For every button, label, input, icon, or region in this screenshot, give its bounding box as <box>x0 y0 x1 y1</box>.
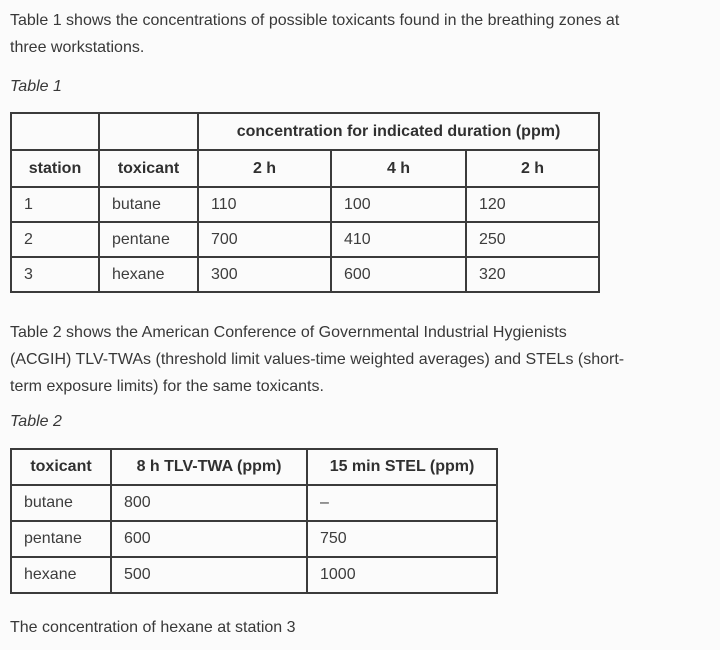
table1-empty-header-cell <box>11 113 99 150</box>
table1-empty-header-cell <box>99 113 198 150</box>
table-cell: 1000 <box>307 557 497 593</box>
table2-header-tlv-twa: 8 h TLV-TWA (ppm) <box>111 449 307 485</box>
table2-description-line-3: term exposure limits) for the same toxicants. <box>10 378 324 395</box>
table-cell: 110 <box>198 187 331 222</box>
table-cell: hexane <box>99 257 198 292</box>
intro-paragraph-line-1: Table 1 shows the concentrations of possible toxicants found in the breathing zones at <box>10 12 620 29</box>
table-cell: 100 <box>331 187 466 222</box>
table2-description-paragraph <box>10 319 710 400</box>
table-cell: 500 <box>111 557 307 593</box>
table1-header-duration-2h: 2 h <box>198 150 331 187</box>
table-cell: 2 <box>11 222 99 257</box>
table2-row-hexane <box>11 557 497 593</box>
table1-row-station-1 <box>11 187 599 222</box>
table-cell: 800 <box>111 485 307 521</box>
intro-paragraph <box>10 7 710 61</box>
table-cell: 750 <box>307 521 497 557</box>
table-cell: 410 <box>331 222 466 257</box>
table-cell: 300 <box>198 257 331 292</box>
table1-header-toxicant: toxicant <box>99 150 198 187</box>
table-cell: 1 <box>11 187 99 222</box>
table1 <box>10 112 600 293</box>
table-cell: 120 <box>466 187 599 222</box>
table1-header-duration-4h: 4 h <box>331 150 466 187</box>
table2-header-toxicant: toxicant <box>11 449 111 485</box>
table-cell: – <box>307 485 497 521</box>
table1-row-station-3 <box>11 257 599 292</box>
table2-row-butane <box>11 485 497 521</box>
table-cell: 3 <box>11 257 99 292</box>
table2-caption: Table 2 <box>10 413 62 430</box>
table1-row-station-2 <box>11 222 599 257</box>
table2-description-line-2: (ACGIH) TLV-TWAs (threshold limit values-time weighted averages) and STELs (short- <box>10 351 625 368</box>
table-cell: 320 <box>466 257 599 292</box>
table-cell: 250 <box>466 222 599 257</box>
table-cell: 700 <box>198 222 331 257</box>
table2-header-stel: 15 min STEL (ppm) <box>307 449 497 485</box>
table1-header-station: station <box>11 150 99 187</box>
table-cell: 600 <box>111 521 307 557</box>
question-stem: The concentration of hexane at station 3 <box>10 619 296 636</box>
table2 <box>10 448 498 594</box>
table-cell: butane <box>11 485 111 521</box>
table-cell: 600 <box>331 257 466 292</box>
table1-caption: Table 1 <box>10 78 62 95</box>
table-cell: pentane <box>11 521 111 557</box>
intro-paragraph-line-2: three workstations. <box>10 39 145 56</box>
table-cell: butane <box>99 187 198 222</box>
table1-spanned-header: concentration for indicated duration (ppm) <box>198 113 599 150</box>
table2-description-line-1: Table 2 shows the American Conference of Governmental Industrial Hygienists <box>10 324 567 341</box>
table2-row-pentane <box>11 521 497 557</box>
table-cell: pentane <box>99 222 198 257</box>
table-cell: hexane <box>11 557 111 593</box>
table1-header-duration-2h-second: 2 h <box>466 150 599 187</box>
